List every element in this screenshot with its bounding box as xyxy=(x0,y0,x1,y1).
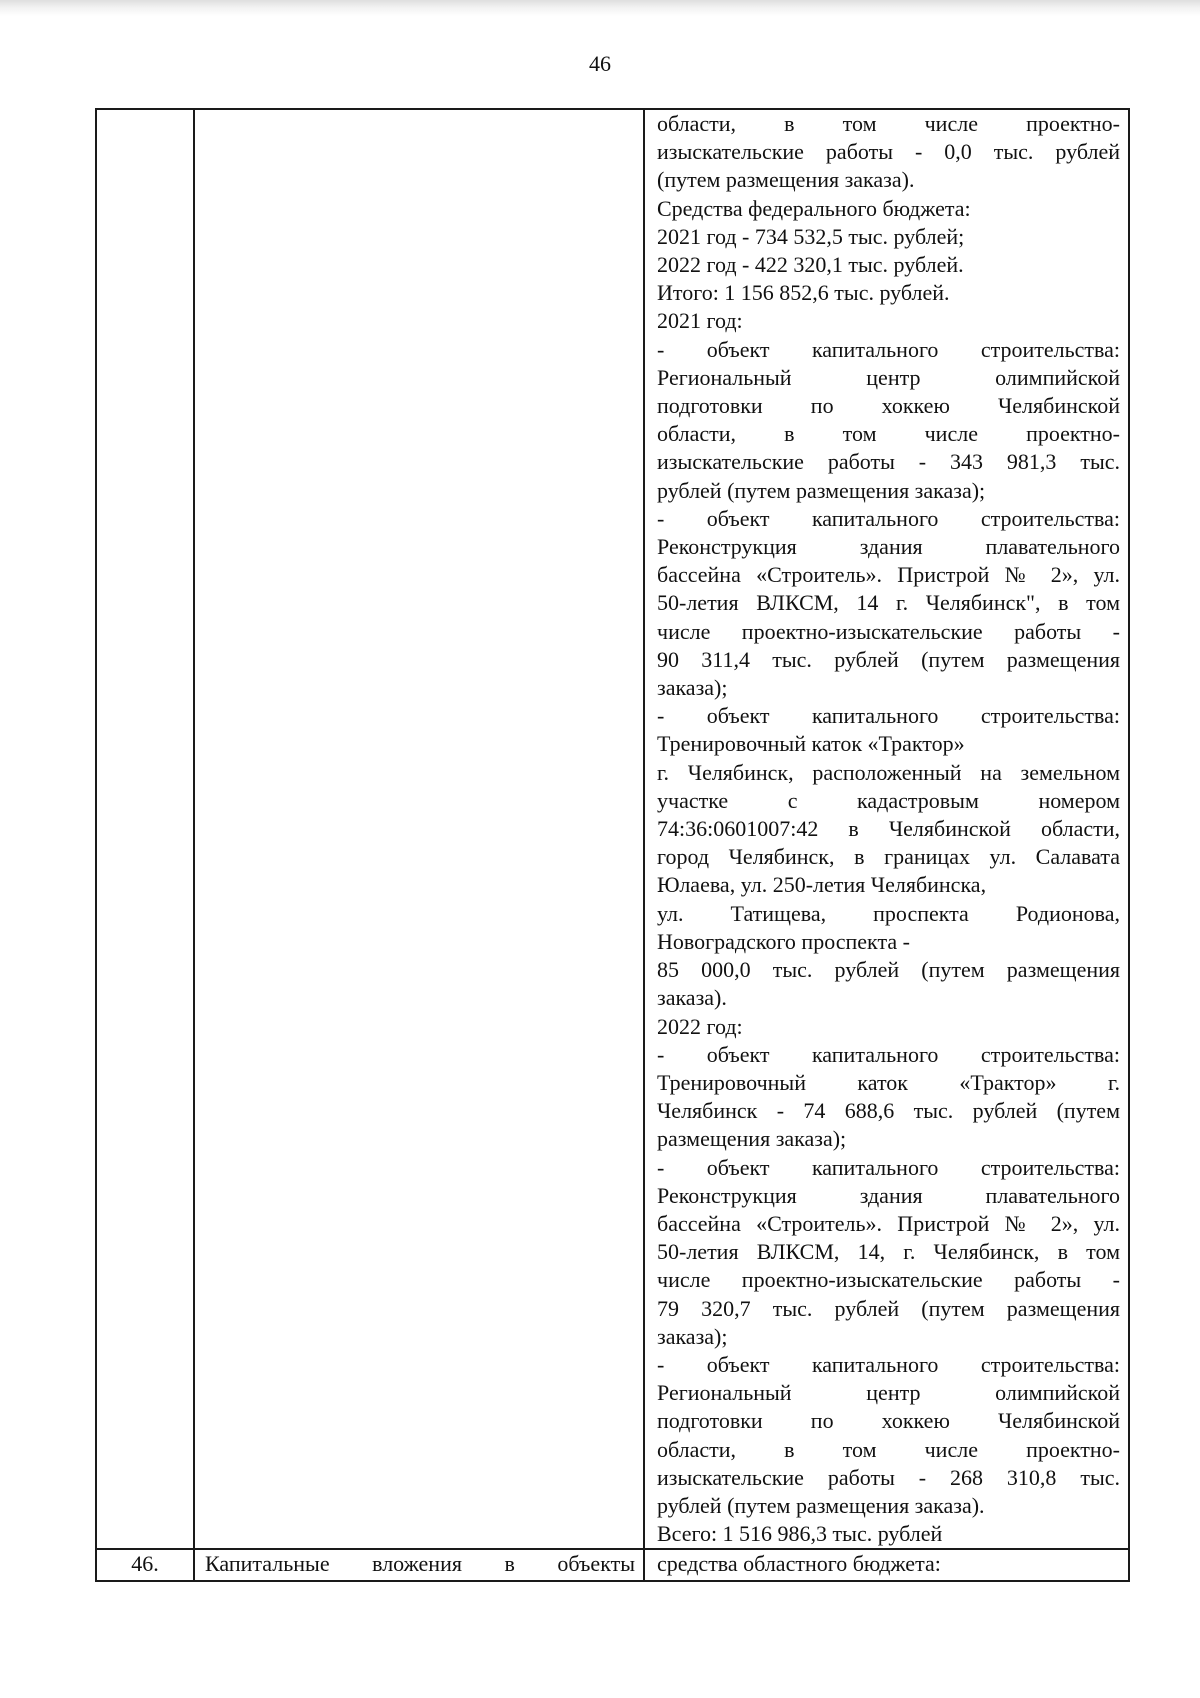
description-line: - объект капитального строительства: xyxy=(657,336,1120,362)
description-line: 85 000,0 тыс. рублей (путем размещения xyxy=(657,957,1120,983)
scan-top-edge xyxy=(0,0,1200,16)
description-text xyxy=(645,110,1128,1548)
description-line: Реконструкция здания плавательного xyxy=(657,534,1120,560)
row-name: Капитальные вложения в объекты xyxy=(194,1549,644,1581)
description-line: Средства федерального бюджета: xyxy=(657,195,971,221)
table-row-46 xyxy=(96,1549,1129,1581)
description-line: 50-летия ВЛКСМ, 14, г. Челябинск, в том xyxy=(657,1239,1120,1265)
description-line: 50-летия ВЛКСМ, 14 г. Челябинск", в том xyxy=(657,590,1120,616)
description-line: числе проектно-изыскательские работы - xyxy=(657,1267,1120,1293)
description-line: 74:36:0601007:42 в Челябинской области, xyxy=(657,816,1120,842)
description-line: ул. Татищева, проспекта Родионова, xyxy=(657,900,1120,926)
description-line: - объект капитального строительства: xyxy=(657,1041,1120,1067)
name-cell-empty xyxy=(194,109,644,1549)
description-line: - объект капитального строительства: xyxy=(657,703,1120,729)
description-line: 2022 год: xyxy=(657,1013,743,1039)
description-line: город Челябинск, в границах ул. Салавата xyxy=(657,844,1120,870)
description-line: - объект капитального строительства: xyxy=(657,1154,1120,1180)
description-line: Региональный центр олимпийской xyxy=(657,1380,1120,1406)
description-line: 2021 год - 734 532,5 тыс. рублей; xyxy=(657,223,965,249)
description-line: рублей (путем размещения заказа). xyxy=(657,1492,985,1518)
description-line: области, в том числе проектно- xyxy=(657,1436,1120,1462)
description-line: - объект капитального строительства: xyxy=(657,1351,1120,1377)
description-line: области, в том числе проектно- xyxy=(657,111,1120,136)
row-description: средства областного бюджета: xyxy=(644,1549,1129,1581)
description-line: заказа). xyxy=(657,985,727,1011)
description-line: размещения заказа); xyxy=(657,1126,847,1152)
description-line: изыскательские работы - 343 981,3 тыс. xyxy=(657,449,1120,475)
description-line: 2022 год - 422 320,1 тыс. рублей. xyxy=(657,252,964,278)
description-line: изыскательские работы - 268 310,8 тыс. xyxy=(657,1464,1120,1490)
description-line: заказа); xyxy=(657,675,728,701)
program-table xyxy=(95,108,1130,1582)
description-line: рублей (путем размещения заказа); xyxy=(657,477,986,503)
description-line: числе проектно-изыскательские работы - xyxy=(657,618,1120,644)
description-line: 2021 год: xyxy=(657,308,743,334)
description-line: Итого: 1 156 852,6 тыс. рублей. xyxy=(657,280,950,306)
description-line: области, в том числе проектно- xyxy=(657,421,1120,447)
description-line: 79 320,7 тыс. рублей (путем размещения xyxy=(657,1295,1120,1321)
number-cell-empty xyxy=(96,109,194,1549)
page-number: 46 xyxy=(589,51,611,76)
description-line: изыскательские работы - 0,0 тыс. рублей xyxy=(657,139,1120,165)
description-line: Тренировочный каток «Трактор» г. xyxy=(657,1069,1120,1095)
description-line: Реконструкция здания плавательного xyxy=(657,1182,1120,1208)
description-line: - объект капитального строительства: xyxy=(657,505,1120,531)
description-line: Всего: 1 516 986,3 тыс. рублей xyxy=(657,1521,943,1547)
table-row-continuation xyxy=(96,109,1129,1549)
description-line: бассейна «Строитель». Пристрой № 2», ул. xyxy=(657,562,1120,588)
description-line: участке с кадастровым номером xyxy=(657,787,1120,813)
description-line: г. Челябинск, расположенный на земельном xyxy=(657,759,1120,785)
description-line: (путем размещения заказа). xyxy=(657,167,915,193)
description-cell xyxy=(644,109,1129,1549)
description-line: заказа); xyxy=(657,1323,728,1349)
description-line: бассейна «Строитель». Пристрой № 2», ул. xyxy=(657,1210,1120,1236)
description-line: подготовки по хоккею Челябинской xyxy=(657,393,1120,419)
description-line: Новоградского проспекта - xyxy=(657,928,910,954)
description-line: Юлаева, ул. 250-летия Челябинска, xyxy=(657,872,987,898)
row-number: 46. xyxy=(96,1549,194,1581)
description-line: подготовки по хоккею Челябинской xyxy=(657,1408,1120,1434)
description-line: 90 311,4 тыс. рублей (путем размещения xyxy=(657,646,1120,672)
description-line: Челябинск - 74 688,6 тыс. рублей (путем xyxy=(657,1098,1120,1124)
description-line: Региональный центр олимпийской xyxy=(657,364,1120,390)
description-line: Тренировочный каток «Трактор» xyxy=(657,731,965,757)
